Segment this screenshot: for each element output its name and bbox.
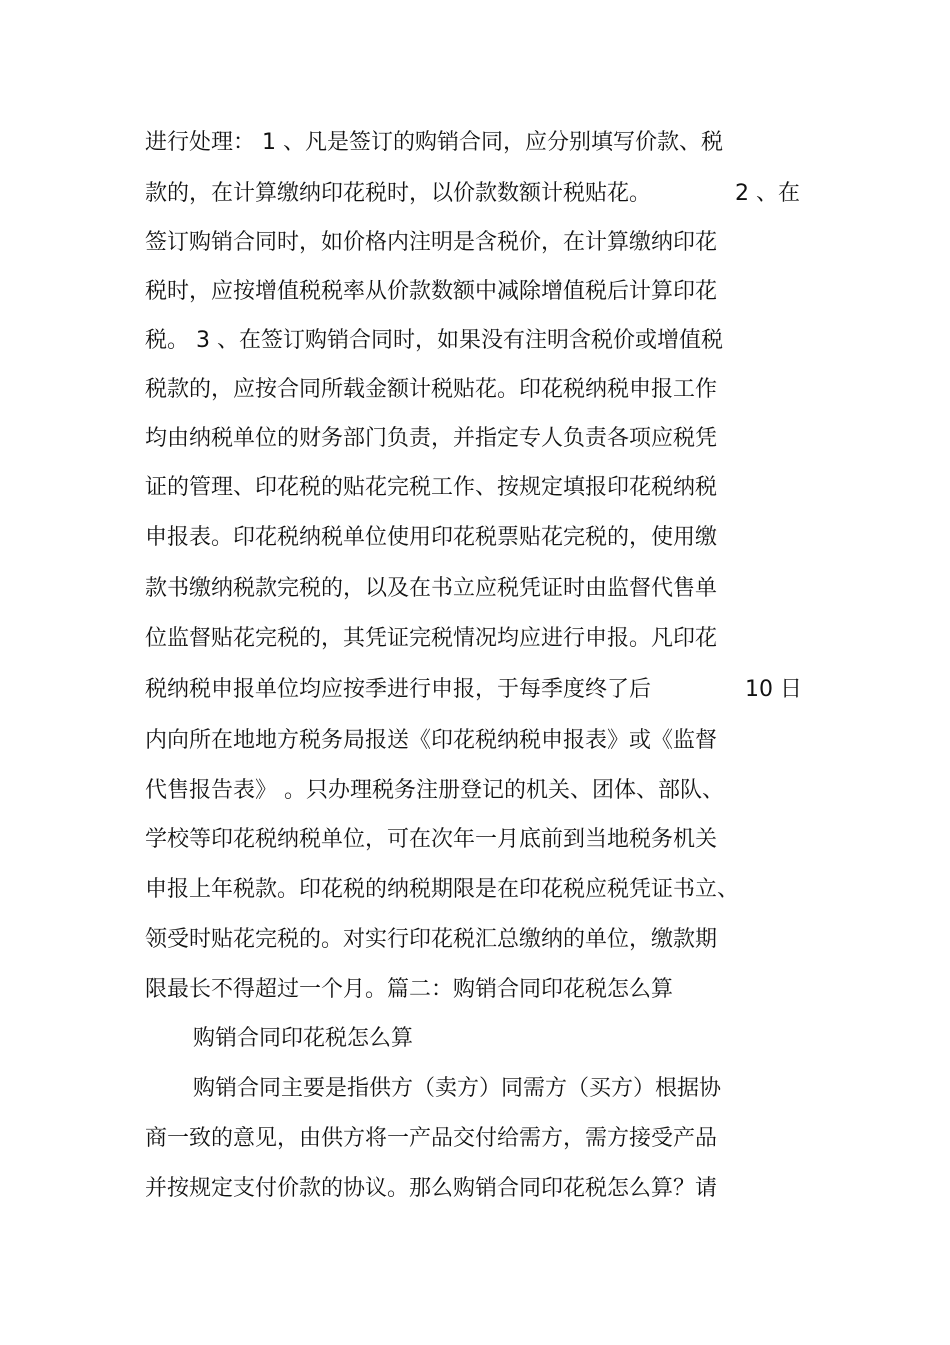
paragraph-line-8: 证的管理、印花税的贴花完税工作、按规定填报印花税纳税 [145, 475, 718, 500]
paragraph-line-4: 税时，应按增值税税率从价款数额中减除增值税后计算印花 [145, 279, 718, 304]
paragraph-line-7: 均由纳税单位的财务部门负责，并指定专人负责各项应税凭 [145, 426, 718, 451]
paragraph-line-17: 领受时贴花完税的。对实行印花税汇总缴纳的单位，缴款期 [145, 927, 718, 952]
paragraph-line-2-tail: 2 、在 [735, 181, 800, 206]
paragraph-line-9: 申报表。印花税纳税单位使用印花税票贴花完税的，使用缴 [145, 525, 718, 550]
paragraph-line-14: 代售报告表》 。只办理税务注册登记的机关、团体、部队、 [145, 778, 724, 803]
paragraph-line-18: 限最长不得超过一个月。篇二：购销合同印花税怎么算 [145, 977, 674, 1002]
paragraph-line-13: 内向所在地地方税务局报送《印花税纳税申报表》或《监督 [145, 728, 718, 753]
paragraph-line-11: 位监督贴花完税的，其凭证完税情况均应进行申报。凡印花 [145, 626, 718, 651]
paragraph-line-15: 学校等印花税纳税单位，可在次年一月底前到当地税务机关 [145, 827, 718, 852]
paragraph-line-2-text: 款的，在计算缴纳印花税时，以价款数额计税贴花。 [145, 181, 652, 206]
paragraph-line-10: 款书缴纳税款完税的，以及在书立应税凭证时由监督代售单 [145, 576, 718, 601]
paragraph-line-22: 并按规定支付价款的协议。那么购销合同印花税怎么算？请 [145, 1176, 718, 1201]
paragraph-line-20: 购销合同主要是指供方（卖方）同需方（买方）根据协 [193, 1076, 722, 1101]
paragraph-line-12-tail: 10 日 [745, 677, 802, 702]
paragraph-line-3: 签订购销合同时，如价格内注明是含税价，在计算缴纳印花 [145, 230, 718, 255]
paragraph-line-12-text: 税纳税申报单位均应按季进行申报，于每季度终了后 [145, 677, 652, 702]
paragraph-line-5: 税。 3 、在签订购销合同时，如果没有注明含税价或增值税 [145, 328, 723, 353]
paragraph-line-6: 税款的，应按合同所载金额计税贴花。印花税纳税申报工作 [145, 377, 718, 402]
paragraph-line-12 [145, 676, 802, 704]
section-heading: 购销合同印花税怎么算 [193, 1026, 414, 1051]
paragraph-line-1: 进行处理： 1 、凡是签订的购销合同，应分别填写价款、税 [145, 130, 723, 155]
paragraph-line-2 [145, 180, 800, 208]
paragraph-line-16: 申报上年税款。印花税的纳税期限是在印花税应税凭证书立、 [145, 877, 740, 902]
paragraph-line-21: 商一致的意见，由供方将一产品交付给需方，需方接受产品 [145, 1126, 718, 1151]
